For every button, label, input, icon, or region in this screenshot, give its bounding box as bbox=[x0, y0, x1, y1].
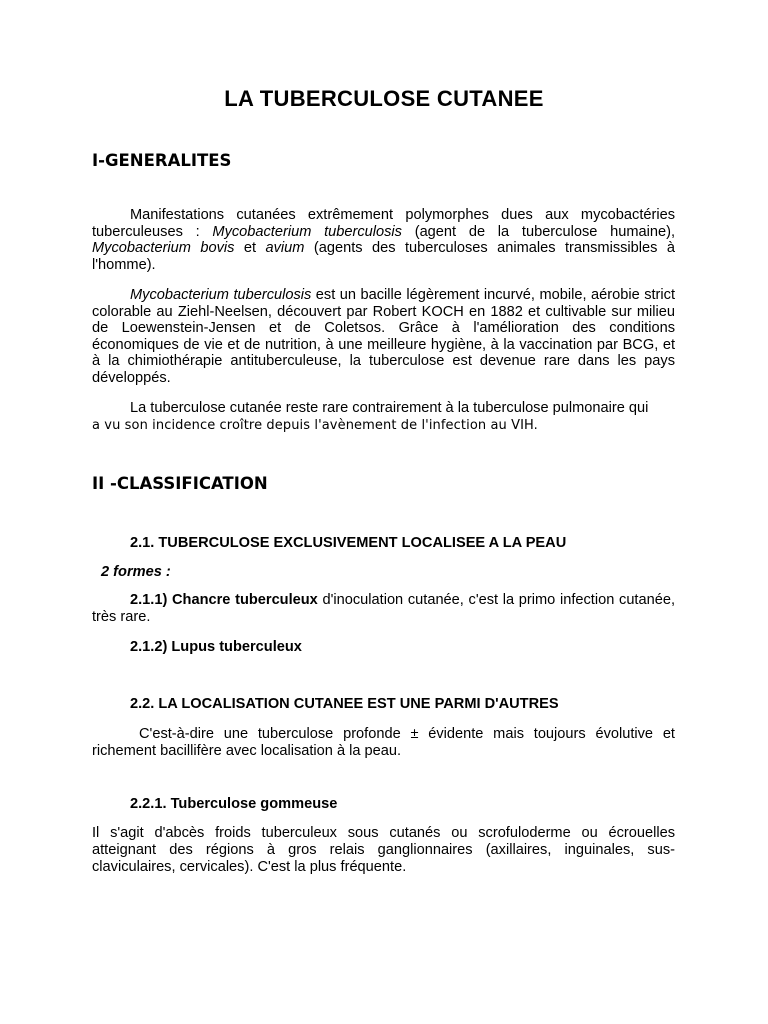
paragraph-generalites-2: Mycobacterium tuberculosis est un bacille légèrement incurvé, mobile, aérobie strict colorable au Ziehl-Neelsen, découvert par Robert KOCH en 1882 et cultivable sur milieu de Loewenstein-Jensen et de Coletsos. Grâce à l'amélioration des conditions économiques de vie et de nutrition, à une meilleure hygiène, à la vaccination par BCG, et à la chimiothérapie antituberculeuse, la tuberculose est devenue rare dans les pays développés. bbox=[92, 287, 675, 386]
item-2-1-2: 2.1.2) Lupus tuberculeux bbox=[130, 639, 302, 655]
paragraph-2-2-1: Il s'agit d'abcès froids tuberculeux sous cutanés ou scrofuloderme ou écrouelles atteignant des régions à gros relais ganglionnaires (axillaires, inguinales, sus-claviculaires, cervicales). C'est la plus fréquente. bbox=[92, 825, 675, 875]
item-2-1-1: 2.1.1) Chancre tuberculeux d'inoculation cutanée, c'est la primo infection cutanée, très rare. bbox=[92, 592, 676, 625]
subsection-heading-2-1: 2.1. TUBERCULOSE EXCLUSIVEMENT LOCALISEE A LA PEAU bbox=[130, 535, 567, 551]
paragraph-generalites-1: Manifestations cutanées extrêmement polymorphes dues aux mycobactéries tuberculeuses : Mycobacterium tuberculosis (agent de la tuberculose humaine), Mycobacterium bovis et avium (agents des tuberculoses animales transmissibles à l'homme). bbox=[92, 207, 675, 273]
section-heading-generalites: I-GENERALITES bbox=[92, 151, 232, 170]
subsection-heading-2-2: 2.2. LA LOCALISATION CUTANEE EST UNE PARMI D'AUTRES bbox=[130, 696, 559, 712]
subsection-heading-2-2-1: 2.2.1. Tuberculose gommeuse bbox=[130, 796, 338, 812]
section-heading-classification: II -CLASSIFICATION bbox=[92, 474, 268, 493]
paragraph-generalites-3: La tuberculose cutanée reste rare contrairement à la tuberculose pulmonaire qui a vu son incidence croître depuis l'avènement de l'infection au VIH. bbox=[92, 400, 649, 433]
paragraph-2-2: C'est-à-dire une tuberculose profonde ± évidente mais toujours évolutive et richement bacillifère avec localisation à la peau. bbox=[92, 726, 675, 759]
document-title: LA TUBERCULOSE CUTANEE bbox=[224, 86, 544, 111]
formes-label: 2 formes : bbox=[101, 564, 171, 580]
